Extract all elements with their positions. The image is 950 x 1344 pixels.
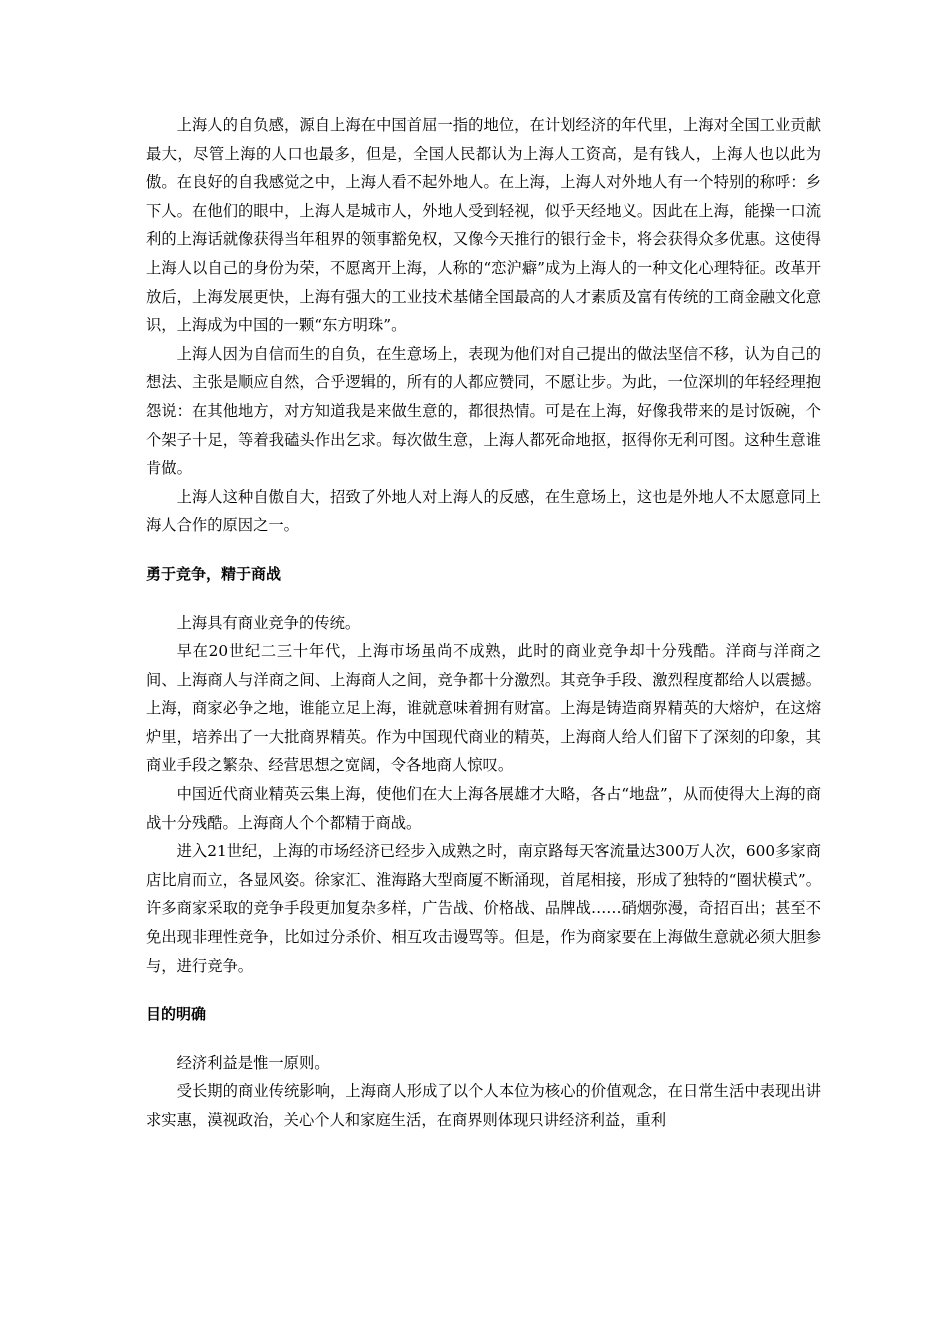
spacer — [146, 1029, 821, 1049]
section-heading-competition: 勇于竞争，精于商战 — [146, 564, 282, 583]
spacer — [146, 589, 821, 609]
paragraph-value-concept: 受长期的商业传统影响，上海商人形成了以个人本位为核心的价值观念，在日常生活中表现出讲求实惠，漠视政治，关心个人和家庭生活，在商界则体现只讲经济利益，重利 — [146, 1082, 821, 1129]
paragraph-1920s-competition: 早在20世纪二三十年代，上海市场虽尚不成熟，此时的商业竞争却十分残酷。洋商与洋商之间、上海商人与洋商之间、上海商人之间，竞争都十分激烈。其竞争手段、激烈程度都给人以震撼。上海，商家必争之地，谁能立足上海，谁就意味着拥有财富。上海是铸造商界精英的大熔炉，在这熔炉里，培养出了一大批商界精英。作为中国现代商业的精英，上海商人给人们留下了深刻的印象，其商业手段之繁杂、经营思想之宽阔，令各地商人惊叹。 — [146, 642, 821, 775]
spacer — [146, 980, 821, 1000]
paragraph-arrogance-effect: 上海人这种自傲自大，招致了外地人对上海人的反感，在生意场上，这也是外地人不太愿意同上海人合作的原因之一。 — [146, 487, 821, 535]
paragraph-business-elite: 中国近代商业精英云集上海，使他们在大上海各展雄才大略，各占“地盘”，从而使得大上海的商战十分残酷。上海商人个个都精于商战。 — [146, 785, 821, 832]
paragraph-confidence-in-business: 上海人因为自信而生的自负，在生意场上，表现为他们对自己提出的做法坚信不移，认为自己的想法、主张是顺应自然，合乎逻辑的，所有的人都应赞同，不愿让步。为此，一位深圳的年轻经理抱怨说：在其他地方，对方知道我是来做生意的，都很热情。可是在上海，好像我带来的是讨饭碗，个个架子十足，等着我磕头作出乞求。每次做生意，上海人都死命地抠，抠得你无利可图。这种生意谁肯做。 — [146, 344, 821, 478]
section-heading-clear-purpose: 目的明确 — [146, 1005, 207, 1024]
paragraph-21st-century: 进入21世纪，上海的市场经济已经步入成熟之时，南京路每天客流量达300万人次，600多家商店比肩而立，各显风姿。徐家汇、淮海路大型商厦不断涌现，首尾相接，形成了独特的“圈状模式”。许多商家采取的竞争手段更加复杂多样，广告战、价格战、品牌战……硝烟弥漫，奇招百出；甚至不免出现非理性竞争，比如过分杀价、相互攻击谩骂等。但是，作为商家要在上海做生意就必须大胆参与，进行竞争。 — [146, 842, 821, 975]
document-page — [146, 111, 821, 1135]
paragraph-economic-interest: 经济利益是惟一原则。 — [176, 1053, 330, 1072]
spacer — [146, 540, 821, 560]
paragraph-competition-tradition: 上海具有商业竞争的传统。 — [176, 613, 361, 632]
paragraph-self-esteem: 上海人的自负感，源自上海在中国首屈一指的地位，在计划经济的年代里，上海对全国工业贡献最大，尽管上海的人口也最多，但是，全国人民都认为上海人工资高，是有钱人，上海人也以此为傲。在良好的自我感觉之中，上海人看不起外地人。在上海，上海人对外地人有一个特别的称呼：乡下人。在他们的眼中，上海人是城市人，外地人受到轻视，似乎天经地义。因此在上海，能操一口流利的上海话就像获得当年租界的领事豁免权，又像今天推行的银行金卡，将会获得众多优惠。这使得上海人以自己的身份为荣，不愿离开上海，人称的“恋沪癖”成为上海人的一种文化心理特征。改革开放后，上海发展更快，上海有强大的工业技术基储全国最高的人才素质及富有传统的工商金融文化意识，上海成为中国的一颗“东方明珠”。 — [146, 116, 821, 335]
